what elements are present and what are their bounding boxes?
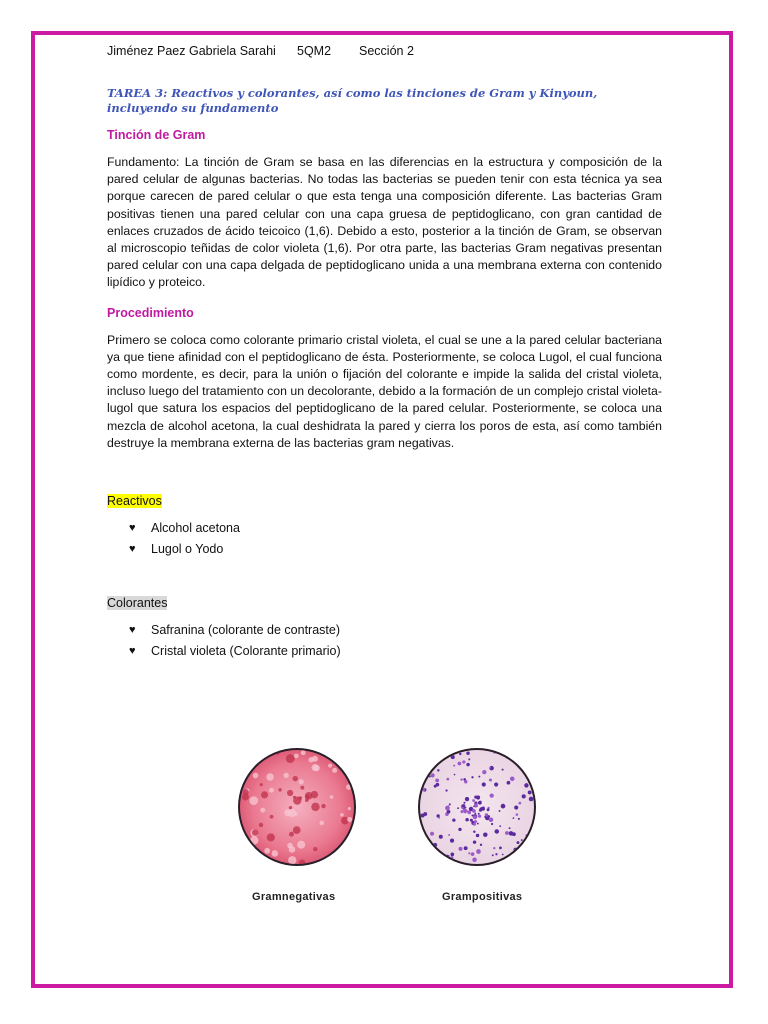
cell-speck	[328, 764, 332, 768]
cell-speck	[495, 853, 497, 855]
cell-speck	[445, 789, 447, 791]
cell-speck	[473, 840, 476, 843]
cell-speck	[311, 803, 319, 811]
cell-speck	[260, 808, 265, 813]
cell-speck	[332, 768, 337, 773]
cell-speck	[319, 821, 324, 826]
cell-speck	[457, 762, 461, 766]
author-name: Jiménez Paez Gabriela Sarahi	[107, 44, 276, 58]
cell-speck	[487, 808, 490, 811]
cell-speck	[460, 778, 462, 780]
cell-speck	[260, 783, 263, 786]
cell-speck	[474, 812, 476, 814]
cell-speck	[460, 810, 463, 813]
cell-speck	[448, 804, 450, 806]
cell-speck	[294, 754, 299, 759]
cell-speck	[473, 823, 476, 826]
cell-speck	[489, 767, 491, 769]
cell-speck	[524, 783, 528, 787]
cell-speck	[463, 809, 467, 813]
cell-speck	[431, 773, 435, 777]
cell-speck	[467, 810, 469, 812]
cell-speck	[447, 810, 451, 814]
cell-speck	[529, 797, 534, 802]
cell-speck	[300, 786, 304, 790]
cell-speck	[478, 776, 480, 778]
cell-speck	[249, 796, 258, 805]
cell-speck	[471, 852, 475, 856]
cell-speck	[476, 849, 481, 854]
cell-speck	[484, 816, 486, 818]
cell-speck	[501, 804, 506, 809]
cell-speck	[489, 778, 492, 781]
colorantes-label: Colorantes	[107, 596, 168, 611]
cell-speck	[286, 754, 295, 763]
cell-speck	[462, 760, 465, 763]
cell-speck	[507, 781, 511, 785]
cell-speck	[247, 849, 250, 852]
cell-speck	[476, 834, 479, 837]
section-label: Sección 2	[359, 44, 414, 58]
cell-speck	[288, 809, 296, 817]
reactivos-block	[107, 492, 662, 560]
cell-speck	[513, 855, 516, 858]
cell-speck	[463, 802, 465, 804]
gram-stain-figure	[230, 740, 540, 870]
cell-speck	[527, 759, 531, 763]
cell-speck	[468, 852, 470, 854]
cell-speck	[518, 755, 522, 759]
cell-speck	[468, 758, 470, 760]
cell-speck	[347, 817, 352, 822]
cell-speck	[502, 769, 504, 771]
cell-speck	[270, 815, 274, 819]
assignment-title: TAREA 3: Reactivos y colorantes, así como las tinciones de Gram y Kinyoun, incluyendo su fundamento	[107, 86, 598, 115]
cell-speck	[473, 815, 477, 819]
cell-speck	[450, 838, 454, 842]
cell-speck	[466, 763, 469, 766]
cell-speck	[482, 770, 486, 774]
cell-speck	[525, 751, 528, 754]
cell-speck	[293, 826, 301, 834]
cell-speck	[509, 831, 514, 836]
cell-speck	[257, 860, 263, 866]
cell-speck	[518, 802, 521, 805]
cell-speck	[301, 750, 306, 755]
cell-speck	[243, 789, 249, 795]
cell-speck	[474, 820, 477, 823]
cell-speck	[253, 773, 259, 779]
cell-speck	[528, 859, 530, 861]
document-page	[107, 44, 662, 662]
cell-speck	[466, 752, 469, 755]
cell-speck	[293, 796, 301, 804]
cell-speck	[321, 804, 325, 808]
cell-speck	[437, 769, 439, 771]
cell-speck	[272, 850, 279, 857]
cell-speck	[446, 778, 449, 781]
cell-speck	[471, 776, 473, 778]
heart-bullet-icon: ♥	[129, 624, 136, 637]
cell-speck	[459, 753, 461, 755]
cell-speck	[293, 776, 298, 781]
gram-negative-sample	[238, 748, 356, 866]
cell-speck	[264, 848, 270, 854]
list-item: ♥ Alcohol acetona	[129, 518, 662, 539]
cell-speck	[493, 847, 495, 849]
cell-speck	[516, 813, 519, 816]
cell-speck	[472, 857, 477, 862]
list-item: ♥ Lugol o Yodo	[129, 539, 662, 560]
cell-speck	[472, 809, 476, 813]
cell-speck	[527, 849, 529, 851]
cell-speck	[438, 817, 440, 819]
heart-bullet-icon: ♥	[129, 543, 136, 556]
cell-speck	[442, 857, 444, 859]
cell-speck	[480, 844, 482, 846]
cell-speck	[452, 818, 455, 821]
cell-speck	[515, 755, 517, 757]
cell-speck	[299, 779, 304, 784]
cell-speck	[252, 829, 259, 836]
cell-speck	[513, 817, 515, 819]
cell-speck	[287, 790, 293, 796]
cell-speck	[518, 818, 520, 820]
cell-speck	[502, 854, 504, 856]
cell-speck	[481, 807, 485, 811]
cell-speck	[436, 783, 440, 787]
cell-speck	[478, 801, 482, 805]
cell-speck	[491, 823, 493, 825]
cell-speck	[259, 823, 263, 827]
header-line	[107, 44, 662, 58]
cell-speck	[450, 853, 454, 857]
cell-speck	[430, 832, 434, 836]
colorantes-list	[107, 620, 662, 662]
reactivos-list	[107, 518, 662, 560]
cell-speck	[435, 779, 439, 783]
reactivos-label: Reactivos	[107, 494, 162, 509]
cell-speck	[508, 753, 511, 756]
cell-speck	[454, 774, 456, 776]
cell-speck	[505, 831, 509, 835]
cell-speck	[308, 757, 313, 762]
heart-bullet-icon: ♥	[129, 522, 136, 535]
gram-negative-caption: Gramnegativas	[252, 891, 336, 903]
cell-speck	[266, 773, 273, 780]
cell-speck	[492, 854, 494, 856]
cell-speck	[289, 846, 296, 853]
cell-speck	[421, 858, 425, 862]
cell-speck	[421, 813, 425, 817]
cell-speck	[528, 771, 530, 773]
cell-speck	[478, 813, 480, 815]
cell-speck	[528, 790, 532, 794]
cell-speck	[283, 773, 288, 778]
cell-speck	[499, 847, 502, 850]
cell-speck	[499, 810, 501, 812]
cell-speck	[348, 807, 351, 810]
list-item: ♥ Cristal violeta (Colorante primario)	[129, 641, 662, 662]
cell-speck	[435, 751, 439, 755]
cell-speck	[439, 835, 443, 839]
cell-speck	[340, 813, 344, 817]
cell-speck	[494, 782, 498, 786]
cell-speck	[517, 841, 520, 844]
cell-speck	[267, 833, 275, 841]
cell-speck	[261, 791, 268, 798]
cell-speck	[342, 844, 349, 851]
cell-speck	[453, 765, 455, 767]
cell-speck	[311, 791, 319, 799]
cell-speck	[495, 829, 500, 834]
cell-speck	[474, 803, 478, 807]
cell-speck	[464, 846, 468, 850]
cell-speck	[473, 806, 475, 808]
cell-speck	[490, 793, 494, 797]
cell-speck	[338, 855, 343, 860]
cell-speck	[487, 815, 490, 818]
cell-speck	[278, 788, 281, 791]
procedure-heading: Procedimiento	[107, 305, 194, 320]
cell-speck	[429, 769, 431, 771]
cell-speck	[465, 818, 468, 821]
cell-speck	[330, 795, 334, 799]
group-code: 5QM2	[297, 44, 332, 58]
cell-speck	[521, 839, 523, 841]
procedure-paragraph: Primero se coloca como colorante primario cristal violeta, el cual se une a la pared celular bacteriana ya que tiene afinidad con el peptidoglicano de ésta. Posteriormente, se coloca Lugol, el cual funciona como mordente, es decir, para la unión o fijación del colorante e impide la salida del cristal violeta, incluso luego del tratamiento con un decolorante, debido a la formación de un complejo cristal violeta-lugol que satura los espacios del peptidoglicano de la pared celular. Posteriormente, se coloca una mezcla de alcohol acetona, la cual deshidrata la pared y cierra los poros de esta, así como también destruye la membrana externa de las bacterias gram negativas.	[107, 332, 662, 450]
cell-speck	[478, 815, 481, 818]
gram-heading: Tinción de Gram	[107, 128, 206, 142]
fundamento-paragraph: Fundamento: La tinción de Gram se basa en las diferencias en la estructura y composición de la pared celular de algunas bacterias. No todas las bacterias se pueden tenir con esta técnica ya sea porque carecen de pared celular o que esta tenga una composición diferente. Las bacterias Gram positivas tienen una pared celular con una capa gruesa de peptidoglicano, con gran cantidad de enlaces cruzados de ácido teicoico (1,6). Debido a esto, posterior a la tinción de Gram, se observan al microscopio teñidas de color violeta (1,6). Por otra parte, las bacterias Gram negativas presentan pared celular con una capa delgada de peptidoglicano unida a una membrana externa con contenido lipídico y proteico.	[107, 155, 662, 290]
list-item: ♥ Safranina (colorante de contraste)	[129, 620, 662, 641]
cell-speck	[312, 764, 319, 771]
heart-bullet-icon: ♥	[129, 645, 136, 658]
cell-speck	[489, 817, 494, 822]
cell-speck	[474, 796, 477, 799]
cell-speck	[458, 828, 461, 831]
cell-speck	[459, 847, 463, 851]
cell-speck	[483, 832, 488, 837]
cell-speck	[510, 776, 515, 781]
cell-speck	[239, 764, 246, 771]
cell-speck	[448, 834, 450, 836]
cell-speck	[445, 806, 450, 811]
cell-speck	[289, 832, 294, 837]
cell-speck	[288, 856, 296, 864]
cell-speck	[470, 819, 473, 822]
cell-speck	[522, 794, 526, 798]
cell-speck	[472, 799, 475, 802]
cell-speck	[465, 797, 469, 801]
colorantes-block	[107, 594, 662, 662]
cell-speck	[297, 841, 305, 849]
cell-speck	[464, 780, 467, 783]
gram-positive-caption: Grampositivas	[442, 891, 523, 903]
cell-speck	[482, 782, 486, 786]
cell-speck	[529, 752, 531, 754]
cell-speck	[471, 814, 473, 816]
cell-speck	[511, 858, 515, 862]
cell-speck	[509, 827, 511, 829]
gram-positive-sample	[418, 748, 536, 866]
cell-speck	[499, 825, 501, 827]
cell-speck	[269, 788, 274, 793]
cell-speck	[477, 823, 479, 825]
cell-speck	[514, 805, 518, 809]
cell-speck	[464, 807, 466, 809]
cell-speck	[305, 799, 309, 803]
cell-speck	[313, 847, 317, 851]
cell-speck	[473, 831, 475, 833]
cell-speck	[457, 807, 459, 809]
cell-speck	[257, 753, 260, 756]
